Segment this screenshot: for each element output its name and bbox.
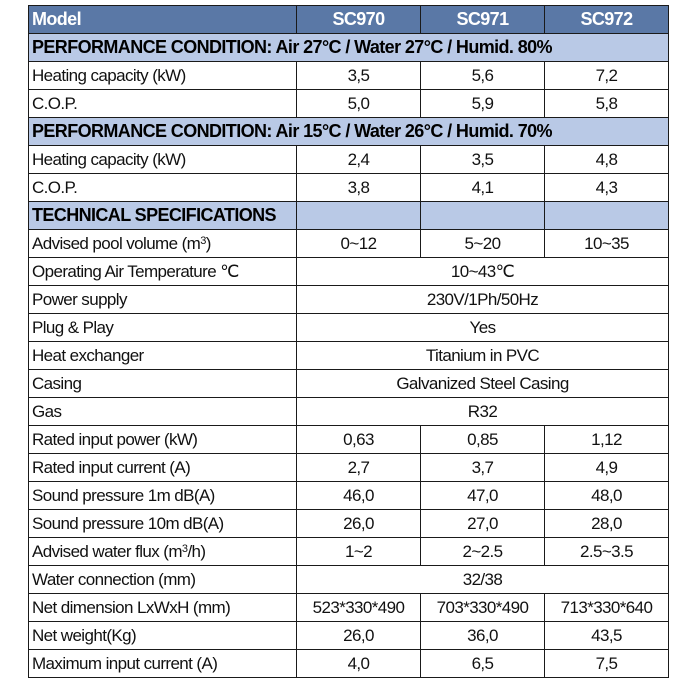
cell-value: 36,0 xyxy=(421,622,545,650)
cell-value: 5,0 xyxy=(297,90,421,118)
cell-value: 3,5 xyxy=(297,62,421,90)
row-label xyxy=(29,230,297,258)
table-row xyxy=(29,622,669,650)
cell-value: 3,7 xyxy=(421,454,545,482)
table-row xyxy=(29,230,669,258)
table-row xyxy=(29,314,669,342)
section-performance-1: PERFORMANCE CONDITION: Air 27°C / Water 27°C / Humid. 80% xyxy=(29,34,669,62)
row-label: Net dimension LxWxH (mm) xyxy=(29,594,297,622)
table-row xyxy=(29,426,669,454)
cell-value: 2,7 xyxy=(297,454,421,482)
row-label: Sound pressure 10m dB(A) xyxy=(29,510,297,538)
table-row xyxy=(29,146,669,174)
section-performance-2: PERFORMANCE CONDITION: Air 15°C / Water 26°C / Humid. 70% xyxy=(29,118,669,146)
cell-value: 0,85 xyxy=(421,426,545,454)
section-technical: TECHNICAL SPECIFICATIONS xyxy=(29,202,297,230)
cell-value: 7,2 xyxy=(545,62,669,90)
cell-value: 4,8 xyxy=(545,146,669,174)
table-row xyxy=(29,566,669,594)
table-row xyxy=(29,370,669,398)
cell-value: 26,0 xyxy=(297,622,421,650)
cell-value: 27,0 xyxy=(421,510,545,538)
label-text-end: ) xyxy=(205,234,211,253)
cell-value: 5,8 xyxy=(545,90,669,118)
section-blank-cell xyxy=(297,202,421,230)
cell-value: 46,0 xyxy=(297,482,421,510)
cell-value: 3,8 xyxy=(297,174,421,202)
cell-value: 0,63 xyxy=(297,426,421,454)
cell-value: 5,6 xyxy=(421,62,545,90)
row-label: Power supply xyxy=(29,286,297,314)
table-row xyxy=(29,342,669,370)
cell-value: 2.5~3.5 xyxy=(545,538,669,566)
cell-value: 10~35 xyxy=(545,230,669,258)
row-label: C.O.P. xyxy=(29,90,297,118)
header-row xyxy=(29,6,669,34)
model-sc972: SC972 xyxy=(545,6,669,34)
cell-value: 26,0 xyxy=(297,510,421,538)
section-row xyxy=(29,202,669,230)
spec-table-container xyxy=(28,5,668,678)
table-row xyxy=(29,538,669,566)
cell-value-merged: R32 xyxy=(297,398,669,426)
spec-table xyxy=(28,5,669,678)
table-row xyxy=(29,90,669,118)
superscript: 3 xyxy=(181,543,188,555)
cell-value: 713*330*640 xyxy=(545,594,669,622)
cell-value-merged: 230V/1Ph/50Hz xyxy=(297,286,669,314)
row-label: Operating Air Temperature ℃ xyxy=(29,258,297,286)
label-text-end: /h) xyxy=(187,542,206,561)
row-label: Gas xyxy=(29,398,297,426)
cell-value: 5,9 xyxy=(421,90,545,118)
section-row xyxy=(29,118,669,146)
table-row xyxy=(29,454,669,482)
table-row xyxy=(29,594,669,622)
table-row xyxy=(29,482,669,510)
cell-value-merged: 10~43℃ xyxy=(297,258,669,286)
row-label: Sound pressure 1m dB(A) xyxy=(29,482,297,510)
row-label xyxy=(29,538,297,566)
cell-value-merged: Titanium in PVC xyxy=(297,342,669,370)
table-row xyxy=(29,174,669,202)
table-row xyxy=(29,286,669,314)
cell-value: 6,5 xyxy=(421,650,545,678)
table-row xyxy=(29,510,669,538)
cell-value: 4,0 xyxy=(297,650,421,678)
cell-value: 48,0 xyxy=(545,482,669,510)
row-label: Rated input power (kW) xyxy=(29,426,297,454)
cell-value: 0~12 xyxy=(297,230,421,258)
cell-value: 5~20 xyxy=(421,230,545,258)
cell-value-merged: Yes xyxy=(297,314,669,342)
cell-value: 43,5 xyxy=(545,622,669,650)
row-label: Rated input current (A) xyxy=(29,454,297,482)
row-label: Water connection (mm) xyxy=(29,566,297,594)
row-label: Heat exchanger xyxy=(29,342,297,370)
cell-value-merged: Galvanized Steel Casing xyxy=(297,370,669,398)
superscript: 3 xyxy=(200,235,206,247)
row-label: Casing xyxy=(29,370,297,398)
cell-value-merged: 32/38 xyxy=(297,566,669,594)
row-label: Plug & Play xyxy=(29,314,297,342)
label-text: Advised water flux (m xyxy=(32,542,182,561)
cell-value: 7,5 xyxy=(545,650,669,678)
table-row xyxy=(29,650,669,678)
row-label: C.O.P. xyxy=(29,174,297,202)
model-sc971: SC971 xyxy=(421,6,545,34)
row-label: Heating capacity (kW) xyxy=(29,62,297,90)
row-label: Maximum input current (A) xyxy=(29,650,297,678)
cell-value: 3,5 xyxy=(421,146,545,174)
row-label: Heating capacity (kW) xyxy=(29,146,297,174)
section-row xyxy=(29,34,669,62)
table-row xyxy=(29,398,669,426)
cell-value: 1~2 xyxy=(297,538,421,566)
cell-value: 4,9 xyxy=(545,454,669,482)
cell-value: 47,0 xyxy=(421,482,545,510)
cell-value: 2,4 xyxy=(297,146,421,174)
cell-value: 28,0 xyxy=(545,510,669,538)
cell-value: 4,1 xyxy=(421,174,545,202)
section-blank-cell xyxy=(545,202,669,230)
model-sc970: SC970 xyxy=(297,6,421,34)
model-label: Model xyxy=(29,6,297,34)
cell-value: 4,3 xyxy=(545,174,669,202)
table-row xyxy=(29,62,669,90)
table-row xyxy=(29,258,669,286)
row-label: Net weight(Kg) xyxy=(29,622,297,650)
section-blank-cell xyxy=(421,202,545,230)
cell-value: 1,12 xyxy=(545,426,669,454)
cell-value: 2~2.5 xyxy=(421,538,545,566)
cell-value: 703*330*490 xyxy=(421,594,545,622)
label-text: Advised pool volume (m xyxy=(32,234,201,253)
cell-value: 523*330*490 xyxy=(297,594,421,622)
